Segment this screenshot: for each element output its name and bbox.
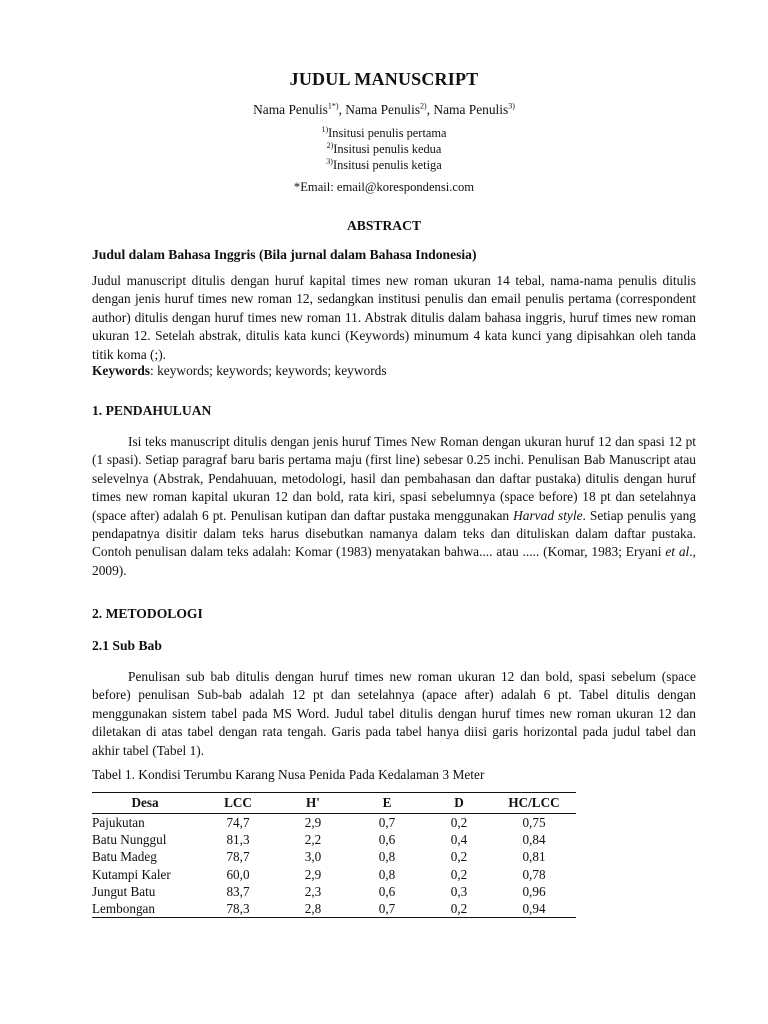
affiliation-3-text: Insitusi penulis ketiga — [332, 158, 442, 172]
author-separator: , — [426, 102, 434, 117]
section-heading-metodologi: 2. METODOLOGI — [92, 606, 203, 621]
pendahuluan-body — [92, 433, 696, 580]
author-2: Nama Penulis — [345, 102, 421, 117]
table-cell: 0,75 — [522, 814, 546, 830]
table-row — [92, 866, 576, 883]
table-cell: 0,81 — [522, 849, 546, 865]
pendahuluan-text-2: . Setiap penulis yang pendapatnya disitir dalam teks harus disebutkan namanya dalam teks dan dituliskan dalam daftar pustaka. Contoh penulisan dalam teks adalah: Komar (1983) menyatakan bahwa.... atau ..... (Komar, 1983; Eryani — [92, 507, 696, 560]
pendahuluan-italic-2: et al — [665, 544, 690, 560]
pendahuluan-italic-1: Harvad style — [513, 507, 583, 523]
table-cell: Batu Nunggul — [92, 832, 167, 848]
table-row — [92, 848, 576, 865]
table-caption: Tabel 1. Kondisi Terumbu Karang Nusa Penida Pada Kedalaman 3 Meter — [92, 767, 485, 782]
author-1: Nama Penulis — [253, 102, 328, 117]
table-cell: 78,3 — [198, 900, 278, 918]
table-cell: 2,9 — [304, 814, 322, 830]
table-cell: 0,84 — [522, 832, 546, 848]
table-cell: Pajukutan — [92, 814, 145, 830]
author-3-marker: 3) — [508, 101, 515, 111]
affiliation-3 — [0, 156, 768, 172]
column-header: D — [426, 793, 492, 814]
keywords-line — [92, 364, 387, 377]
pendahuluan-text-1: Isi teks manuscript ditulis dengan jenis huruf Times New Roman dengan ukuran huruf 12 dan spasi 12 pt (1 spasi). Setiap paragraf baru baris pertama maju (first line) sebesar 0.25 inchi. Penulisan Bab Manuscript atau selevelnya (Abstrak, Pendahuuan, metodologi, hasil dan pembahasan dan daftar pustaka) ditulis dengan huruf times new roman kapital ukuran 12 dan bold, rata kiri, spasi sebelumnya (space before) 18 pt dan setelahnya (space after) adalah 6 pt. Penulisan kutipan dan daftar pustaka menggunakan — [92, 434, 696, 523]
section-heading-pendahuluan: 1. PENDAHULUAN — [92, 403, 212, 418]
table-cell: 0,78 — [522, 866, 546, 882]
table-header-row — [92, 793, 576, 814]
table-row — [92, 883, 576, 900]
author-1-marker: 1*) — [327, 101, 339, 111]
column-header: HC/LCC — [492, 793, 576, 814]
table-cell: 74,7 — [226, 814, 250, 830]
table-cell: 60,0 — [226, 866, 250, 882]
table-cell: 3,0 — [304, 849, 322, 865]
affiliation-1-marker: 1) — [321, 124, 329, 134]
table-cell: 0,2 — [426, 900, 492, 918]
affiliation-2-text: Insitusi penulis kedua — [333, 142, 442, 156]
author-3: Nama Penulis — [433, 102, 509, 117]
table-row — [92, 814, 576, 832]
table-cell: 0,7 — [348, 900, 426, 918]
subsection-heading: 2.1 Sub Bab — [92, 638, 162, 653]
table-row — [92, 900, 576, 918]
table-cell: 0,2 — [450, 866, 468, 882]
table-cell: 78,7 — [226, 849, 250, 865]
table-cell: 0,4 — [450, 832, 468, 848]
affiliation-2-marker: 2) — [326, 140, 334, 150]
column-header: LCC — [198, 793, 278, 814]
table-cell: Jungut Batu — [92, 883, 156, 899]
manuscript-title: JUDUL MANUSCRIPT — [289, 69, 479, 89]
table-cell: 2,2 — [304, 832, 322, 848]
subsection-body: Penulisan sub bab ditulis dengan huruf times new roman ukuran 12 dan bold, spasi sebelum (space before) penulisan Sub-bab adalah 12 pt dan setelahnya (apace after) adalah 6 pt. Tabel ditulis dengan menggunakan sistem tabel pada MS Word. Judul tabel ditulis dengan huruf times new roman ukuran 12 dan diletakan di atas tabel dengan rata tengah. Garis pada tabel hanya diisi garis horizontal pada judul tabel dan akhir tabel (Tabel 1). — [92, 669, 696, 758]
pendahuluan-text-3: ., 2009). — [92, 544, 696, 578]
column-header: E — [348, 793, 426, 814]
table-cell: 0,6 — [378, 832, 396, 848]
keywords-list: : keywords; keywords; keywords; keywords — [150, 363, 387, 378]
table-cell: 2,3 — [304, 883, 322, 899]
affiliation-1-text: Insitusi penulis pertama — [328, 126, 447, 140]
table-cell: 0,94 — [492, 900, 576, 918]
table-cell: 0,2 — [450, 814, 468, 830]
keywords-label: Keywords — [92, 363, 151, 378]
table-cell: 0,6 — [378, 883, 396, 899]
table-cell: 81,3 — [226, 832, 250, 848]
table-cell: 0,3 — [450, 883, 468, 899]
correspondence-email: *Email: email@korespondensi.com — [293, 180, 475, 194]
table-cell: 0,8 — [378, 866, 396, 882]
affiliation-2 — [0, 140, 768, 156]
column-header: H' — [278, 793, 348, 814]
abstract-body: Judul manuscript ditulis dengan huruf kapital times new roman ukuran 14 tebal, nama-nama penulis ditulis dengan jenis huruf times new roman 12, sedangkan institusi penulis dan email penulis pertama (correspondent author) ditulis dengan huruf times new roman 11. Abstrak ditulis dalam bahasa inggris, huruf times new roman ukuran 12. Setelah abstrak, ditulis kata kunci (Keywords) minumum 4 kata kunci yang dipisahkan oleh tanda titik koma (;). — [92, 273, 696, 362]
author-separator: , — [338, 102, 346, 117]
table-cell: 2,8 — [278, 900, 348, 918]
author-line — [0, 103, 768, 116]
table-cell: 0,96 — [522, 883, 546, 899]
abstract-heading: ABSTRACT — [346, 218, 422, 233]
table-cell: 0,7 — [378, 814, 396, 830]
english-title: Judul dalam Bahasa Inggris (Bila jurnal dalam Bahasa Indonesia) — [92, 247, 477, 262]
table-cell: 83,7 — [226, 883, 250, 899]
affiliation-1 — [0, 124, 768, 140]
table-cell: Kutampi Kaler — [92, 866, 171, 882]
table-cell: 0,2 — [450, 849, 468, 865]
table-row — [92, 831, 576, 848]
affiliation-3-marker: 3) — [326, 156, 333, 166]
table-cell: Lembongan — [92, 900, 198, 918]
table-cell: 2,9 — [304, 866, 322, 882]
data-table — [92, 792, 576, 918]
author-2-marker: 2) — [420, 101, 427, 111]
column-header: Desa — [92, 793, 198, 814]
table-cell: Batu Madeg — [92, 849, 157, 865]
table-cell: 0,8 — [378, 849, 396, 865]
